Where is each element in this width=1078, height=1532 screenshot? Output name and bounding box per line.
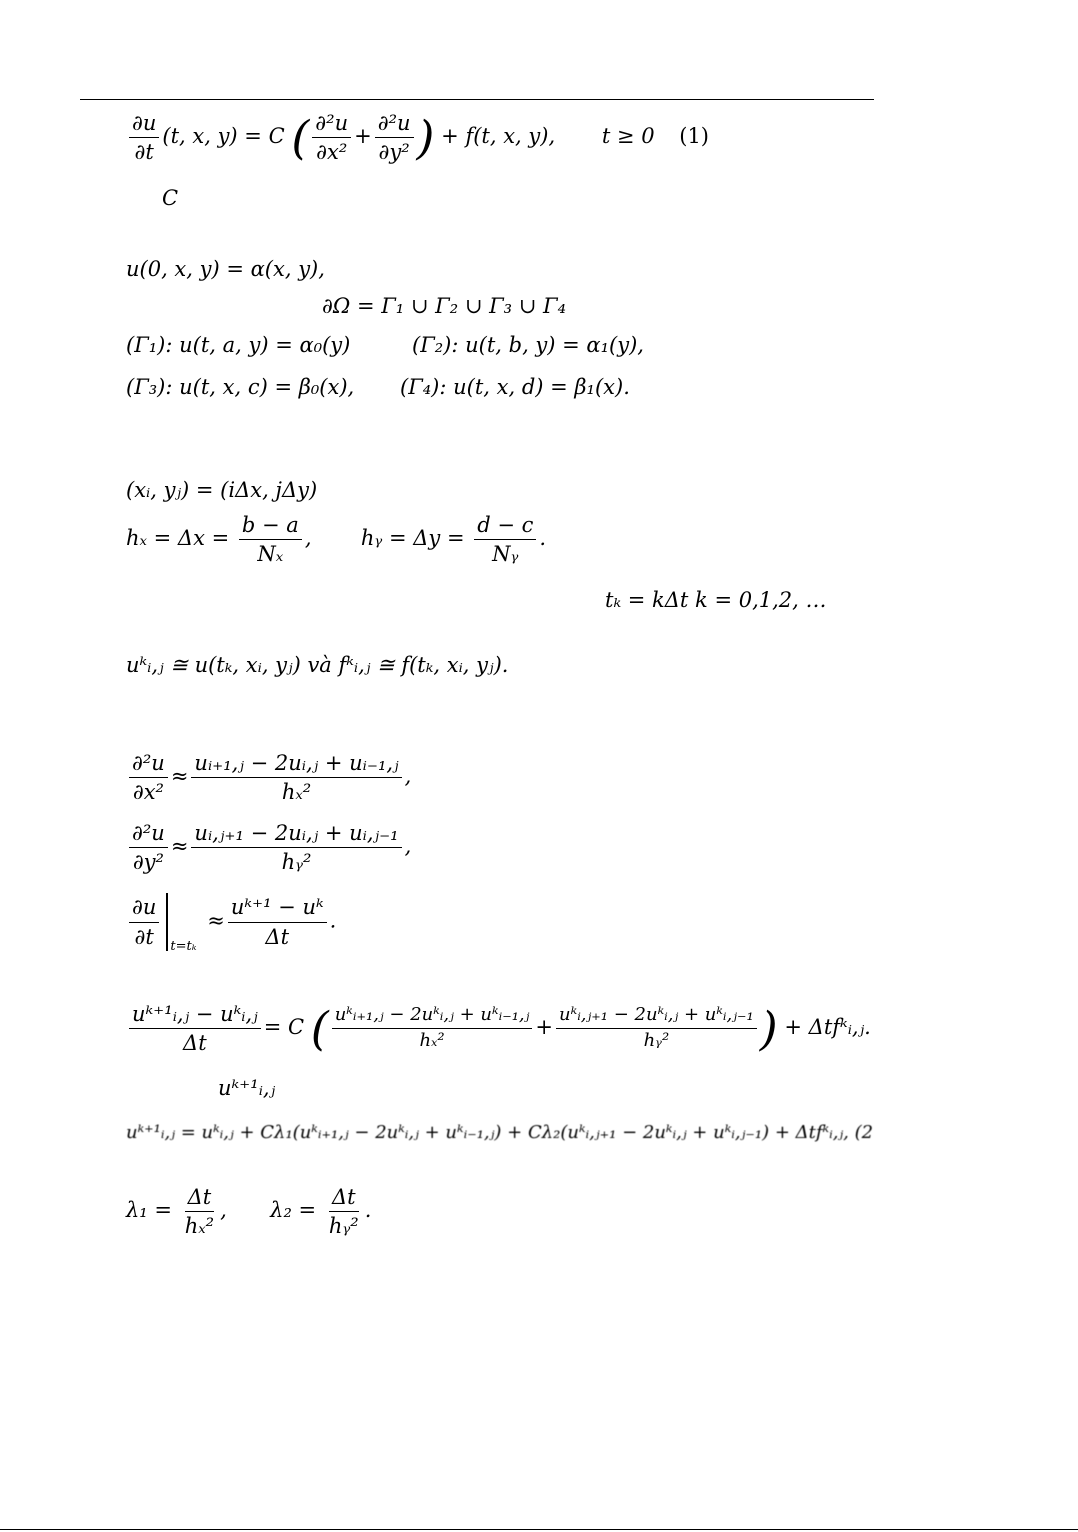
denominator: hᵧ² (643, 1030, 670, 1052)
heat-equation (126, 112, 709, 163)
header-rule (80, 99, 874, 100)
plus-sign: + (535, 1015, 554, 1040)
numerator: ∂²u (129, 822, 168, 848)
numerator: ∂u (129, 112, 159, 138)
hx-tail: , (304, 526, 312, 551)
unknown-value: uᵏ⁺¹ᵢ,ⱼ (218, 1076, 276, 1100)
evaluation-bar (166, 893, 168, 951)
lambda-2-label: λ₂ = (270, 1198, 323, 1223)
denominator: hₓ² (281, 780, 312, 805)
hy-tail: . (539, 526, 547, 551)
second-derivative-y (375, 112, 414, 163)
time-levels: tₖ = kΔt k = 0,1,2, … (605, 588, 827, 612)
denominator: Δt (183, 1031, 207, 1056)
denominator: ∂t (134, 140, 154, 165)
close-paren: ) (416, 110, 435, 165)
period: . (364, 1198, 372, 1223)
approx-sign: ≈ (170, 834, 189, 859)
hx-label: hₓ = Δx = (126, 526, 236, 551)
lambda-definitions (126, 1186, 371, 1237)
comma: , (404, 764, 412, 789)
discrete-scheme (126, 1003, 871, 1054)
numerator: uᵢ,ⱼ₊₁ − 2uᵢ,ⱼ + uᵢ,ⱼ₋₁ (191, 822, 401, 848)
numerator: ∂u (129, 896, 159, 922)
numerator: uᵢ₊₁,ⱼ − 2uᵢ,ⱼ + uᵢ₋₁,ⱼ (191, 752, 401, 778)
numerator: b − a (239, 514, 302, 540)
boundary-gamma-4: (Γ₄): u(t, x, d) = β₁(x). (400, 375, 630, 399)
denominator: hₓ² (419, 1030, 445, 1052)
denominator: Δt (265, 924, 290, 949)
period: . (329, 908, 337, 933)
grid-point: (xᵢ, yⱼ) = (iΔx, jΔy) (126, 478, 318, 502)
equals-c: = C (263, 1015, 305, 1040)
source-step: + Δtfᵏᵢ,ⱼ. (784, 1015, 871, 1040)
numerator: uᵏᵢ,ⱼ₊₁ − 2uᵏᵢ,ⱼ + uᵏᵢ,ⱼ₋₁ (556, 1006, 757, 1029)
evaluation-point: t=tₖ (170, 938, 197, 954)
denominator: Nₓ (257, 542, 284, 567)
x-difference (332, 1006, 533, 1051)
denominator: ∂t (134, 924, 154, 949)
close-paren: ) (759, 1001, 778, 1056)
denominator: ∂y² (378, 140, 410, 165)
numerator: ∂²u (375, 112, 414, 138)
open-paren: ( (310, 1001, 329, 1056)
rhs-fraction (191, 822, 401, 873)
discrete-notation: uᵏᵢ,ⱼ ≅ u(tₖ, xᵢ, yⱼ) và fᵏᵢ,ⱼ ≅ f(tₖ, xᵢ, yⱼ). (126, 653, 509, 677)
approx-sign: ≈ (170, 764, 189, 789)
lambda-2-fraction (326, 1186, 362, 1237)
rhs-fraction (191, 752, 401, 803)
numerator: d − c (474, 514, 536, 540)
denominator: ∂x² (132, 780, 164, 805)
boundary-gamma-1: (Γ₁): u(t, a, y) = α₀(y) (126, 333, 351, 357)
numerator: uᵏ⁺¹ᵢ,ⱼ − uᵏᵢ,ⱼ (129, 1003, 261, 1029)
approx-sign: ≈ (207, 908, 225, 933)
hy-fraction (474, 514, 536, 565)
boundary-gamma-2: (Γ₂): u(t, b, y) = α₁(y), (412, 333, 644, 357)
denominator: hᵧ² (281, 850, 312, 875)
denominator: ∂y² (132, 850, 164, 875)
grid-steps (126, 514, 546, 565)
denominator: hᵧ² (328, 1214, 359, 1239)
source-term: + f(t, x, y), (441, 124, 556, 149)
lhs-fraction (129, 752, 168, 803)
lambda-1-fraction (182, 1186, 217, 1237)
lhs-fraction (129, 1003, 261, 1054)
comma: , (404, 834, 412, 859)
constant-c: C (162, 186, 179, 210)
open-paren: ( (291, 110, 310, 165)
numerator: Δt (329, 1186, 359, 1212)
fd-second-x (126, 752, 411, 803)
plus-sign: + (354, 124, 372, 149)
explicit-scheme: uᵏ⁺¹ᵢ,ⱼ = uᵏᵢ,ⱼ + Cλ₁(uᵏᵢ₊₁,ⱼ − 2uᵏᵢ,ⱼ + uᵏᵢ₋₁,ⱼ) + Cλ₂(uᵏᵢ,ⱼ₊₁ − 2uᵏᵢ,ⱼ + uᵏᵢ,ⱼ₋₁) + Δtfᵏᵢ,ⱼ, (2 (126, 1122, 874, 1143)
numerator: uᵏᵢ₊₁,ⱼ − 2uᵏᵢ,ⱼ + uᵏᵢ₋₁,ⱼ (332, 1006, 533, 1029)
comma: , (220, 1198, 227, 1223)
time-derivative (129, 112, 159, 163)
y-difference (556, 1006, 757, 1051)
initial-condition: u(0, x, y) = α(x, y), (126, 257, 325, 281)
second-derivative-x (312, 112, 351, 163)
denominator: Nᵧ (492, 542, 519, 567)
equation-number: (1) (679, 124, 709, 149)
numerator: Δt (185, 1186, 215, 1212)
fd-second-y (126, 822, 411, 873)
arguments: (t, x, y) = (162, 124, 269, 149)
denominator: hₓ² (184, 1214, 215, 1239)
hy-label: hᵧ = Δy = (360, 526, 472, 551)
lhs-fraction (129, 896, 159, 947)
domain-boundary: ∂Ω = Γ₁ ∪ Γ₂ ∪ Γ₃ ∪ Γ₄ (322, 294, 567, 318)
hx-fraction (239, 514, 302, 565)
denominator: ∂x² (316, 140, 348, 165)
rhs-fraction (228, 896, 327, 947)
lambda-1-label: λ₁ = (126, 1198, 179, 1223)
boundary-gamma-3: (Γ₃): u(t, x, c) = β₀(x), (126, 375, 355, 399)
time-condition: t ≥ 0 (601, 124, 655, 149)
numerator: uᵏ⁺¹ − uᵏ (228, 896, 327, 922)
footer-rule (0, 1529, 1078, 1530)
lhs-fraction (129, 822, 168, 873)
diffusion-constant: C (268, 124, 285, 149)
fd-time (126, 893, 336, 953)
numerator: ∂²u (129, 752, 168, 778)
numerator: ∂²u (312, 112, 351, 138)
